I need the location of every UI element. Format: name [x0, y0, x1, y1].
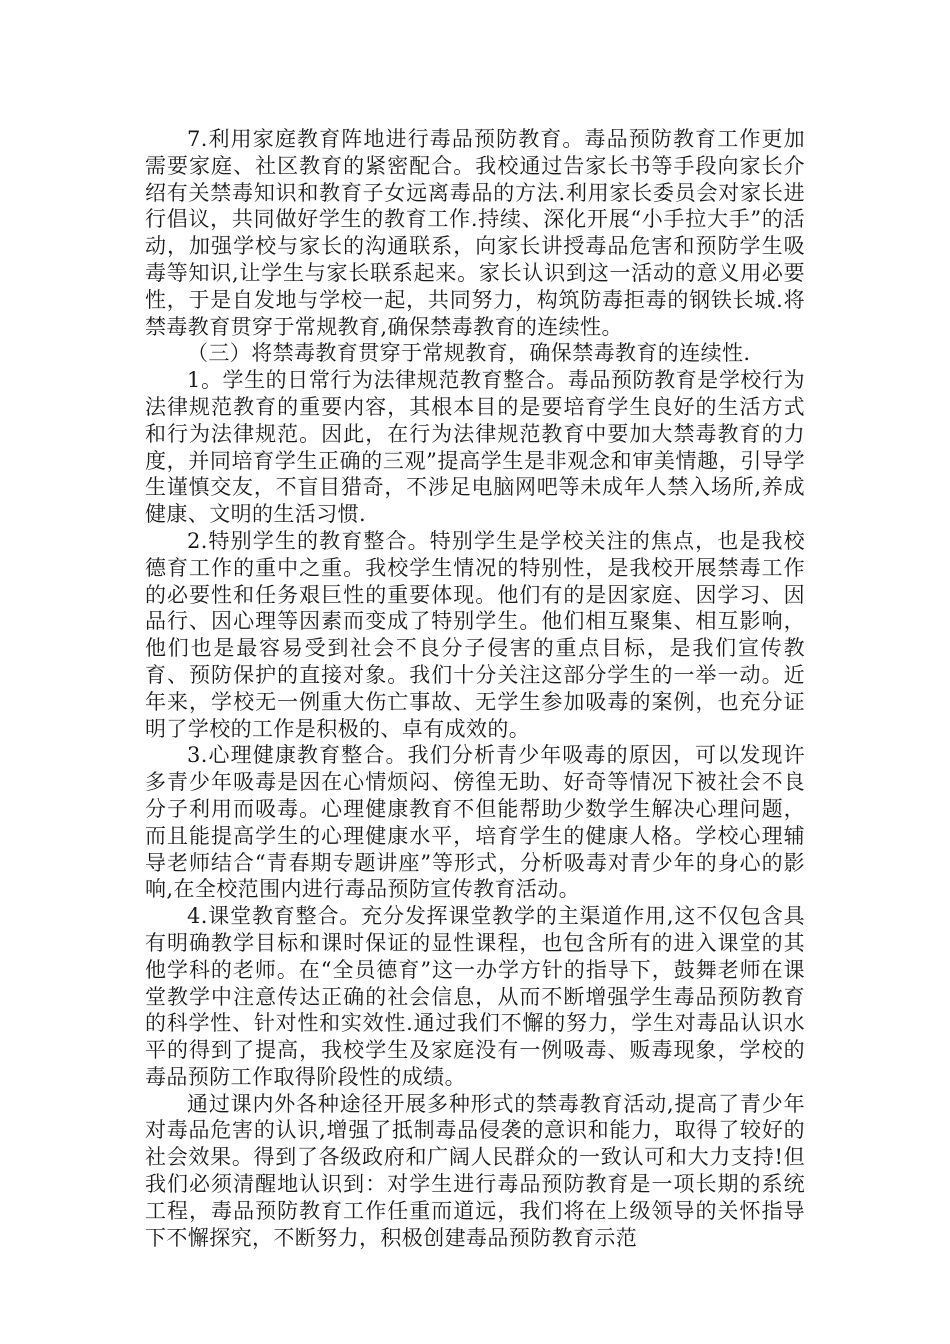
- paragraph-behavior-norms: 1。学生的日常行为法律规范教育整合。毒品预防教育是学校行为法律规范教育的重要内容，其根本目的是要培育学生良好的生活方式和行为法律规范。因此，在行为法律规范教育中要加大禁毒教育的力度，并同培育学生正确的三观”提高学生是非观念和审美情趣，引导学生谨慎交友，不盲目猎奇，不涉足电脑网吧等未成年人禁入场所,养成健康、文明的生活习惯.: [145, 368, 805, 527]
- paragraph-special-students: 2.特别学生的教育整合。特别学生是学校关注的焦点，也是我校德育工作的重中之重。我校学生情况的特别性，是我校开展禁毒工作的必要性和任务艰巨性的重要体现。他们有的是因家庭、因学习、因品行、因心理等因素而变成了特别学生。他们相互聚集、相互影响，他们也是最容易受到社会不良分子侵害的重点目标，是我们宣传教育、预防保护的直接对象。我们十分关注这部分学生的一举一动。近年来，学校无一例重大伤亡事故、无学生参加吸毒的案例，也充分证明了学校的工作是积极的、卓有成效的。: [145, 528, 805, 741]
- document-body: [145, 126, 805, 1251]
- paragraph-summary: 通过课内外各种途径开展多种形式的禁毒教育活动,提高了青少年对毒品危害的认识,增强了抵制毒品侵袭的意识和能力，取得了较好的社会效果。得到了各级政府和广阔人民群众的一致认可和大力支持!但我们必须清醒地认识到：对学生进行毒品预防教育是一项长期的系统工程，毒品预防教育工作任重而道远，我们将在上级领导的关怀指导下不懈探究，不断努力，积极创建毒品预防教育示范: [145, 1091, 805, 1250]
- paragraph-family-education: 7.利用家庭教育阵地进行毒品预防教育。毒品预防教育工作更加需要家庭、社区教育的紧密配合。我校通过告家长书等手段向家长介绍有关禁毒知识和教育子女远离毒品的方法.利用家长委员会对家长进行倡议，共同做好学生的教育工作.持续、深化开展“小手拉大手”的活动，加强学校与家长的沟通联系，向家长讲授毒品危害和预防学生吸毒等知识,让学生与家长联系起来。家长认识到这一活动的意义用必要性，于是自发地与学校一起，共同努力，构筑防毒拒毒的钢铁长城.将禁毒教育贯穿于常规教育,确保禁毒教育的连续性。: [145, 127, 805, 339]
- paragraph-classroom-education: 4.课堂教育整合。充分发挥课堂教学的主渠道作用,这不仅包含具有明确教学目标和课时保证的显性课程，也包含所有的进入课堂的其他学科的老师。在“全员德育”这一办学方针的指导下，鼓舞老师在课堂教学中注意传达正确的社会信息，从而不断增强学生毒品预防教育的科学性、针对性和实效性.通过我们不懈的努力，学生对毒品认识水平的得到了提高，我校学生及家庭没有一例吸毒、贩毒现象，学校的毒品预防工作取得阶段性的成绩。: [145, 904, 805, 1089]
- section-heading-three: （三）将禁毒教育贯穿于常规教育，确保禁毒教育的连续性.: [187, 341, 751, 366]
- paragraph-mental-health: 3.心理健康教育整合。我们分析青少年吸毒的原因，可以发现许多青少年吸毒是因在心情烦闷、傍徨无助、好奇等情况下被社会不良分子利用而吸毒。心理健康教育不但能帮助少数学生解决心理问题，而且能提高学生的心理健康水平，培育学生的健康人格。学校心理辅导老师结合“青春期专题讲座”等形式，分析吸毒对青少年的身心的影响,在全校范围内进行毒品预防宣传教育活动。: [145, 743, 805, 902]
